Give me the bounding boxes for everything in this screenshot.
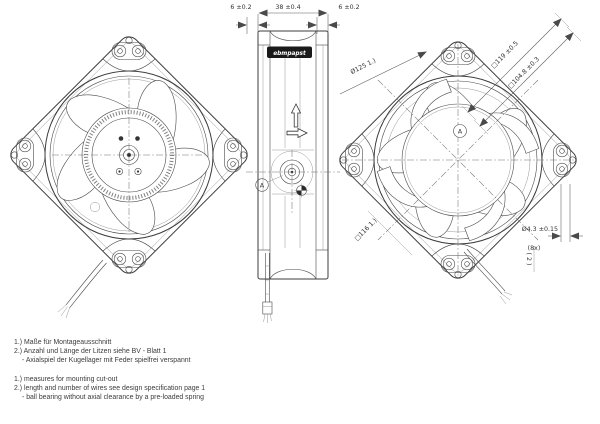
dim-flange-left: 6 ±0.2	[230, 4, 252, 11]
note-en-3: - ball bearing without axial clearance by a pre-loaded spring	[22, 394, 204, 401]
note-en-1: 1.) measures for mounting cut-out	[14, 376, 118, 383]
dim-flange-right: 6 ±0.2	[338, 4, 360, 11]
front-view	[7, 33, 252, 318]
datum-a-label: A	[259, 181, 265, 190]
dim-hole-count: (8x)	[527, 245, 541, 252]
inlet-bell-bottom	[270, 269, 316, 279]
brand-logo-text: ebmpapst	[273, 51, 306, 57]
dim-wire-ref: ( 2 )	[525, 252, 532, 266]
wire-connector	[263, 302, 272, 314]
dim-cutout-dia: Ø125 1.)	[349, 57, 378, 77]
front-lead-wire	[58, 260, 107, 318]
datum-a-side	[256, 176, 283, 192]
airflow-arrow-icon	[287, 129, 307, 138]
rear-view	[336, 38, 581, 304]
dim-hole-spacing: □104.8 ±0.3	[506, 55, 542, 91]
side-lead-wire	[263, 253, 272, 323]
rotation-arrow-icon	[292, 104, 301, 127]
mounting-ear	[213, 129, 247, 181]
datum-a-rear	[454, 125, 467, 138]
hub-rivet	[135, 136, 140, 141]
mounting-ear	[103, 239, 155, 273]
hub-rivet	[119, 136, 124, 141]
mounting-ear	[11, 129, 45, 181]
dim-frame-size: □119 ±0.5	[489, 39, 520, 70]
dim-depth: 38 ±0.4	[275, 4, 301, 11]
datum-target-icon	[295, 184, 309, 198]
brand-label	[267, 47, 312, 59]
side-view	[246, 31, 340, 323]
mounting-ear	[103, 37, 155, 71]
side-body	[258, 31, 328, 279]
dim-cutout-square: □116 1.)	[353, 217, 379, 243]
datum-a-label: A	[457, 127, 463, 136]
blade-mark-hole	[90, 202, 100, 212]
note-en-2: 2.) length and number of wires see design specification page 1	[14, 385, 206, 392]
dim-hole-dia: Ø4.3 ±0.15	[521, 226, 558, 233]
notes-block	[14, 339, 205, 401]
note-de-3: - Axialspiel der Kugellager mit Feder spielfrei verspannt	[22, 357, 191, 364]
note-de-2: 2.) Anzahl und Länge der Litzen siehe BV - Blatt 1	[14, 348, 167, 355]
note-de-1: 1.) Maße für Montageausschnitt	[14, 339, 112, 346]
inlet-bell-top	[270, 31, 316, 41]
